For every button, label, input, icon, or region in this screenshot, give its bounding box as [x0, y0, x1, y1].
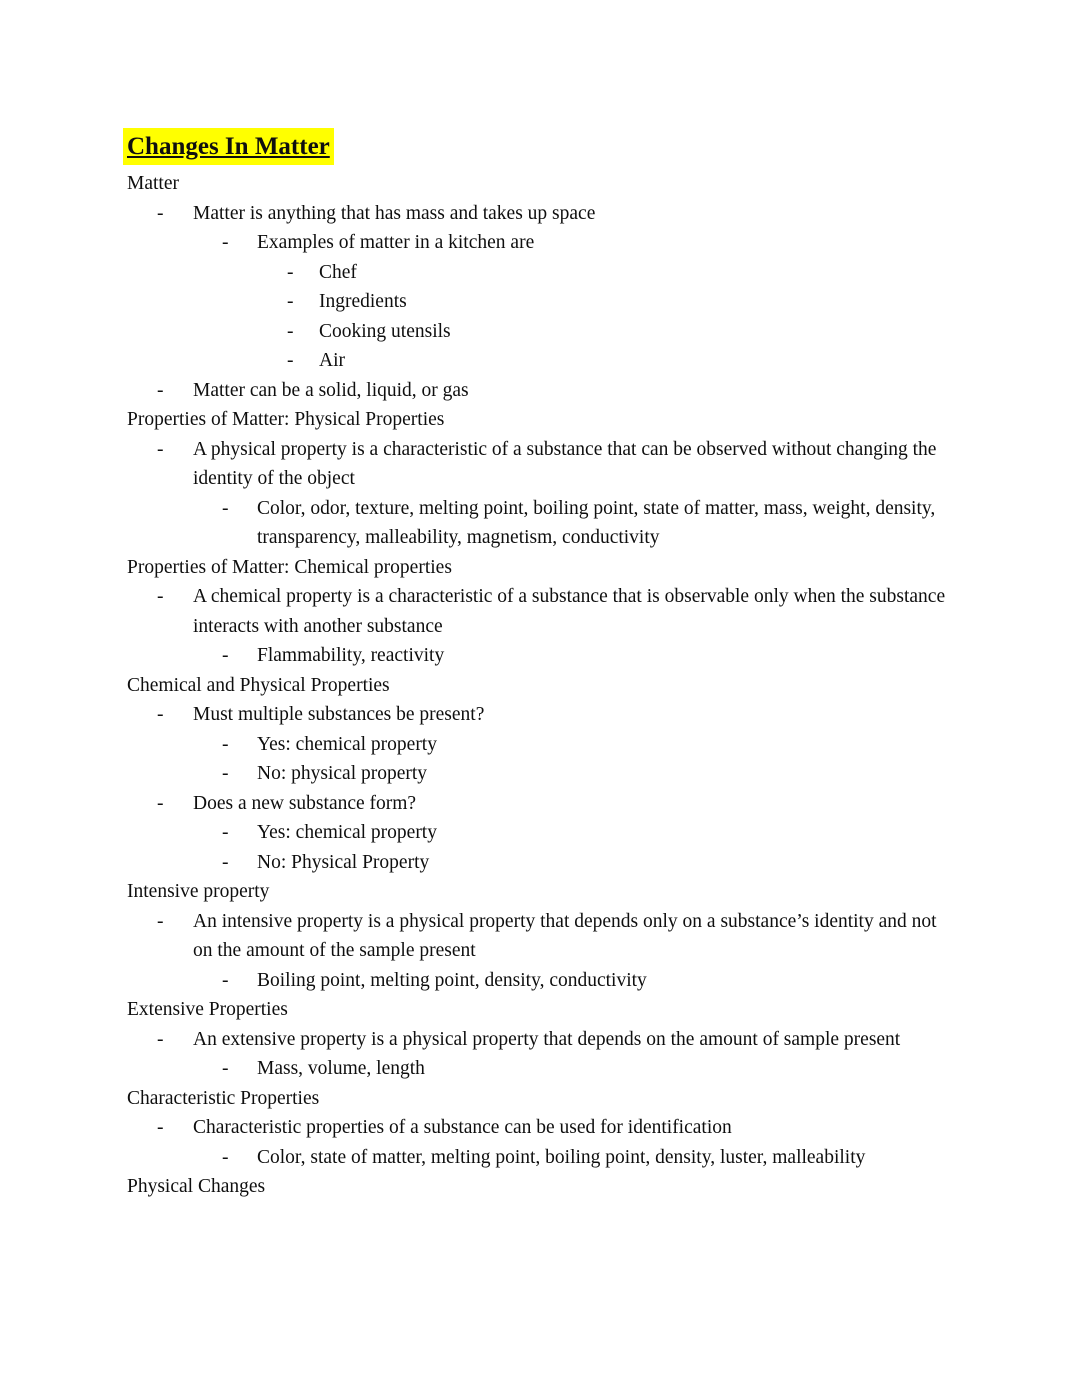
dash-marker: -: [222, 1146, 229, 1168]
list-item-text: Air: [319, 350, 345, 371]
dash-marker: -: [222, 763, 229, 784]
list-item: [127, 435, 953, 494]
list-item: [127, 228, 953, 258]
list-item: [127, 818, 953, 848]
dash-marker: -: [222, 497, 229, 519]
list-item: [127, 1172, 953, 1202]
list-item: [127, 1113, 953, 1143]
list-item-text: Yes: chemical property: [257, 822, 437, 843]
list-item: [127, 1143, 953, 1173]
list-item-text: Color, odor, texture, melting point, boiling point, state of matter, mass, weight, density, transparency, malleability, magnetism, conductivity: [257, 497, 936, 548]
list-item-text: Examples of matter in a kitchen are: [257, 232, 535, 253]
list-item-text: No: Physical Property: [257, 851, 430, 873]
dash-marker: -: [287, 261, 294, 283]
list-item: [127, 582, 953, 641]
list-item: [127, 671, 953, 701]
dash-marker: -: [287, 350, 294, 371]
list-item-text: No: physical property: [257, 763, 428, 784]
list-item-text: Extensive Properties: [127, 999, 288, 1020]
list-item: [127, 1054, 953, 1084]
dash-marker: -: [157, 202, 164, 224]
list-item-text: Properties of Matter: Chemical properties: [127, 556, 452, 578]
dash-marker: -: [222, 969, 229, 991]
list-item-text: An extensive property is a physical property that depends on the amount of sample present: [193, 1028, 901, 1050]
list-item-text: An intensive property is a physical property that depends only on a substance’s identity and not on the amount of the sample present: [193, 910, 937, 961]
dash-marker: -: [157, 792, 164, 814]
list-item: [127, 287, 953, 317]
list-item-text: Flammability, reactivity: [257, 645, 445, 666]
list-item-text: Chemical and Physical Properties: [127, 674, 390, 696]
list-item: [127, 789, 953, 819]
dash-marker: -: [157, 438, 164, 460]
list-item: [127, 346, 953, 376]
list-item-text: Characteristic Properties: [127, 1087, 320, 1109]
list-item: [127, 966, 953, 996]
document-content: [127, 128, 953, 1202]
list-item-text: Boiling point, melting point, density, conductivity: [257, 969, 647, 991]
list-item-text: A chemical property is a characteristic of a substance that is observable only when the substance interacts with another substance: [193, 586, 946, 637]
list-item: [127, 907, 953, 966]
list-item: [127, 995, 953, 1025]
dash-marker: -: [157, 704, 164, 725]
list-item-text: Mass, volume, length: [257, 1058, 425, 1079]
list-item: [127, 405, 953, 435]
list-item: [127, 700, 953, 730]
list-item: [127, 1025, 953, 1055]
dash-marker: -: [222, 851, 229, 873]
list-item: [127, 1084, 953, 1114]
dash-marker: -: [157, 1028, 164, 1050]
list-item-text: A physical property is a characteristic of a substance that can be observed without changing the identity of the object: [193, 438, 937, 489]
list-item: [127, 877, 953, 907]
dash-marker: -: [222, 822, 229, 843]
list-item-text: Intensive property: [127, 881, 270, 902]
document-title: Changes In Matter: [123, 128, 334, 165]
dash-marker: -: [287, 320, 294, 342]
list-item-text: Does a new substance form?: [193, 792, 417, 814]
list-item-text: Physical Changes: [127, 1176, 266, 1197]
dash-marker: -: [157, 586, 164, 607]
list-item: [127, 169, 953, 199]
list-item: [127, 553, 953, 583]
dash-marker: -: [222, 733, 229, 755]
list-item: [127, 199, 953, 229]
list-item: [127, 848, 953, 878]
dash-marker: -: [222, 645, 229, 666]
list-item: [127, 494, 953, 553]
list-item-text: Matter: [127, 173, 179, 194]
list-item-text: Properties of Matter: Physical Properties: [127, 409, 445, 430]
list-item: [127, 317, 953, 347]
list-item-text: Matter can be a solid, liquid, or gas: [193, 379, 469, 401]
dash-marker: -: [157, 1117, 164, 1138]
list-item-text: Cooking utensils: [319, 320, 451, 342]
dash-marker: -: [222, 232, 229, 253]
list-item-text: Chef: [319, 261, 357, 283]
list-item: [127, 258, 953, 288]
list-item-text: Yes: chemical property: [257, 733, 437, 755]
dash-marker: -: [287, 291, 294, 312]
list-item: [127, 730, 953, 760]
list-item-text: Matter is anything that has mass and takes up space: [193, 202, 596, 224]
dash-marker: -: [157, 910, 164, 932]
list-item-text: Must multiple substances be present?: [193, 704, 485, 725]
list-item-text: Ingredients: [319, 291, 407, 312]
list-item: [127, 376, 953, 406]
dash-marker: -: [222, 1058, 229, 1079]
outline-list: [127, 169, 953, 1202]
list-item-text: Color, state of matter, melting point, boiling point, density, luster, malleability: [257, 1146, 866, 1168]
list-item-text: Characteristic properties of a substance can be used for identification: [193, 1117, 732, 1138]
list-item: [127, 759, 953, 789]
dash-marker: -: [157, 379, 164, 401]
list-item: [127, 641, 953, 671]
